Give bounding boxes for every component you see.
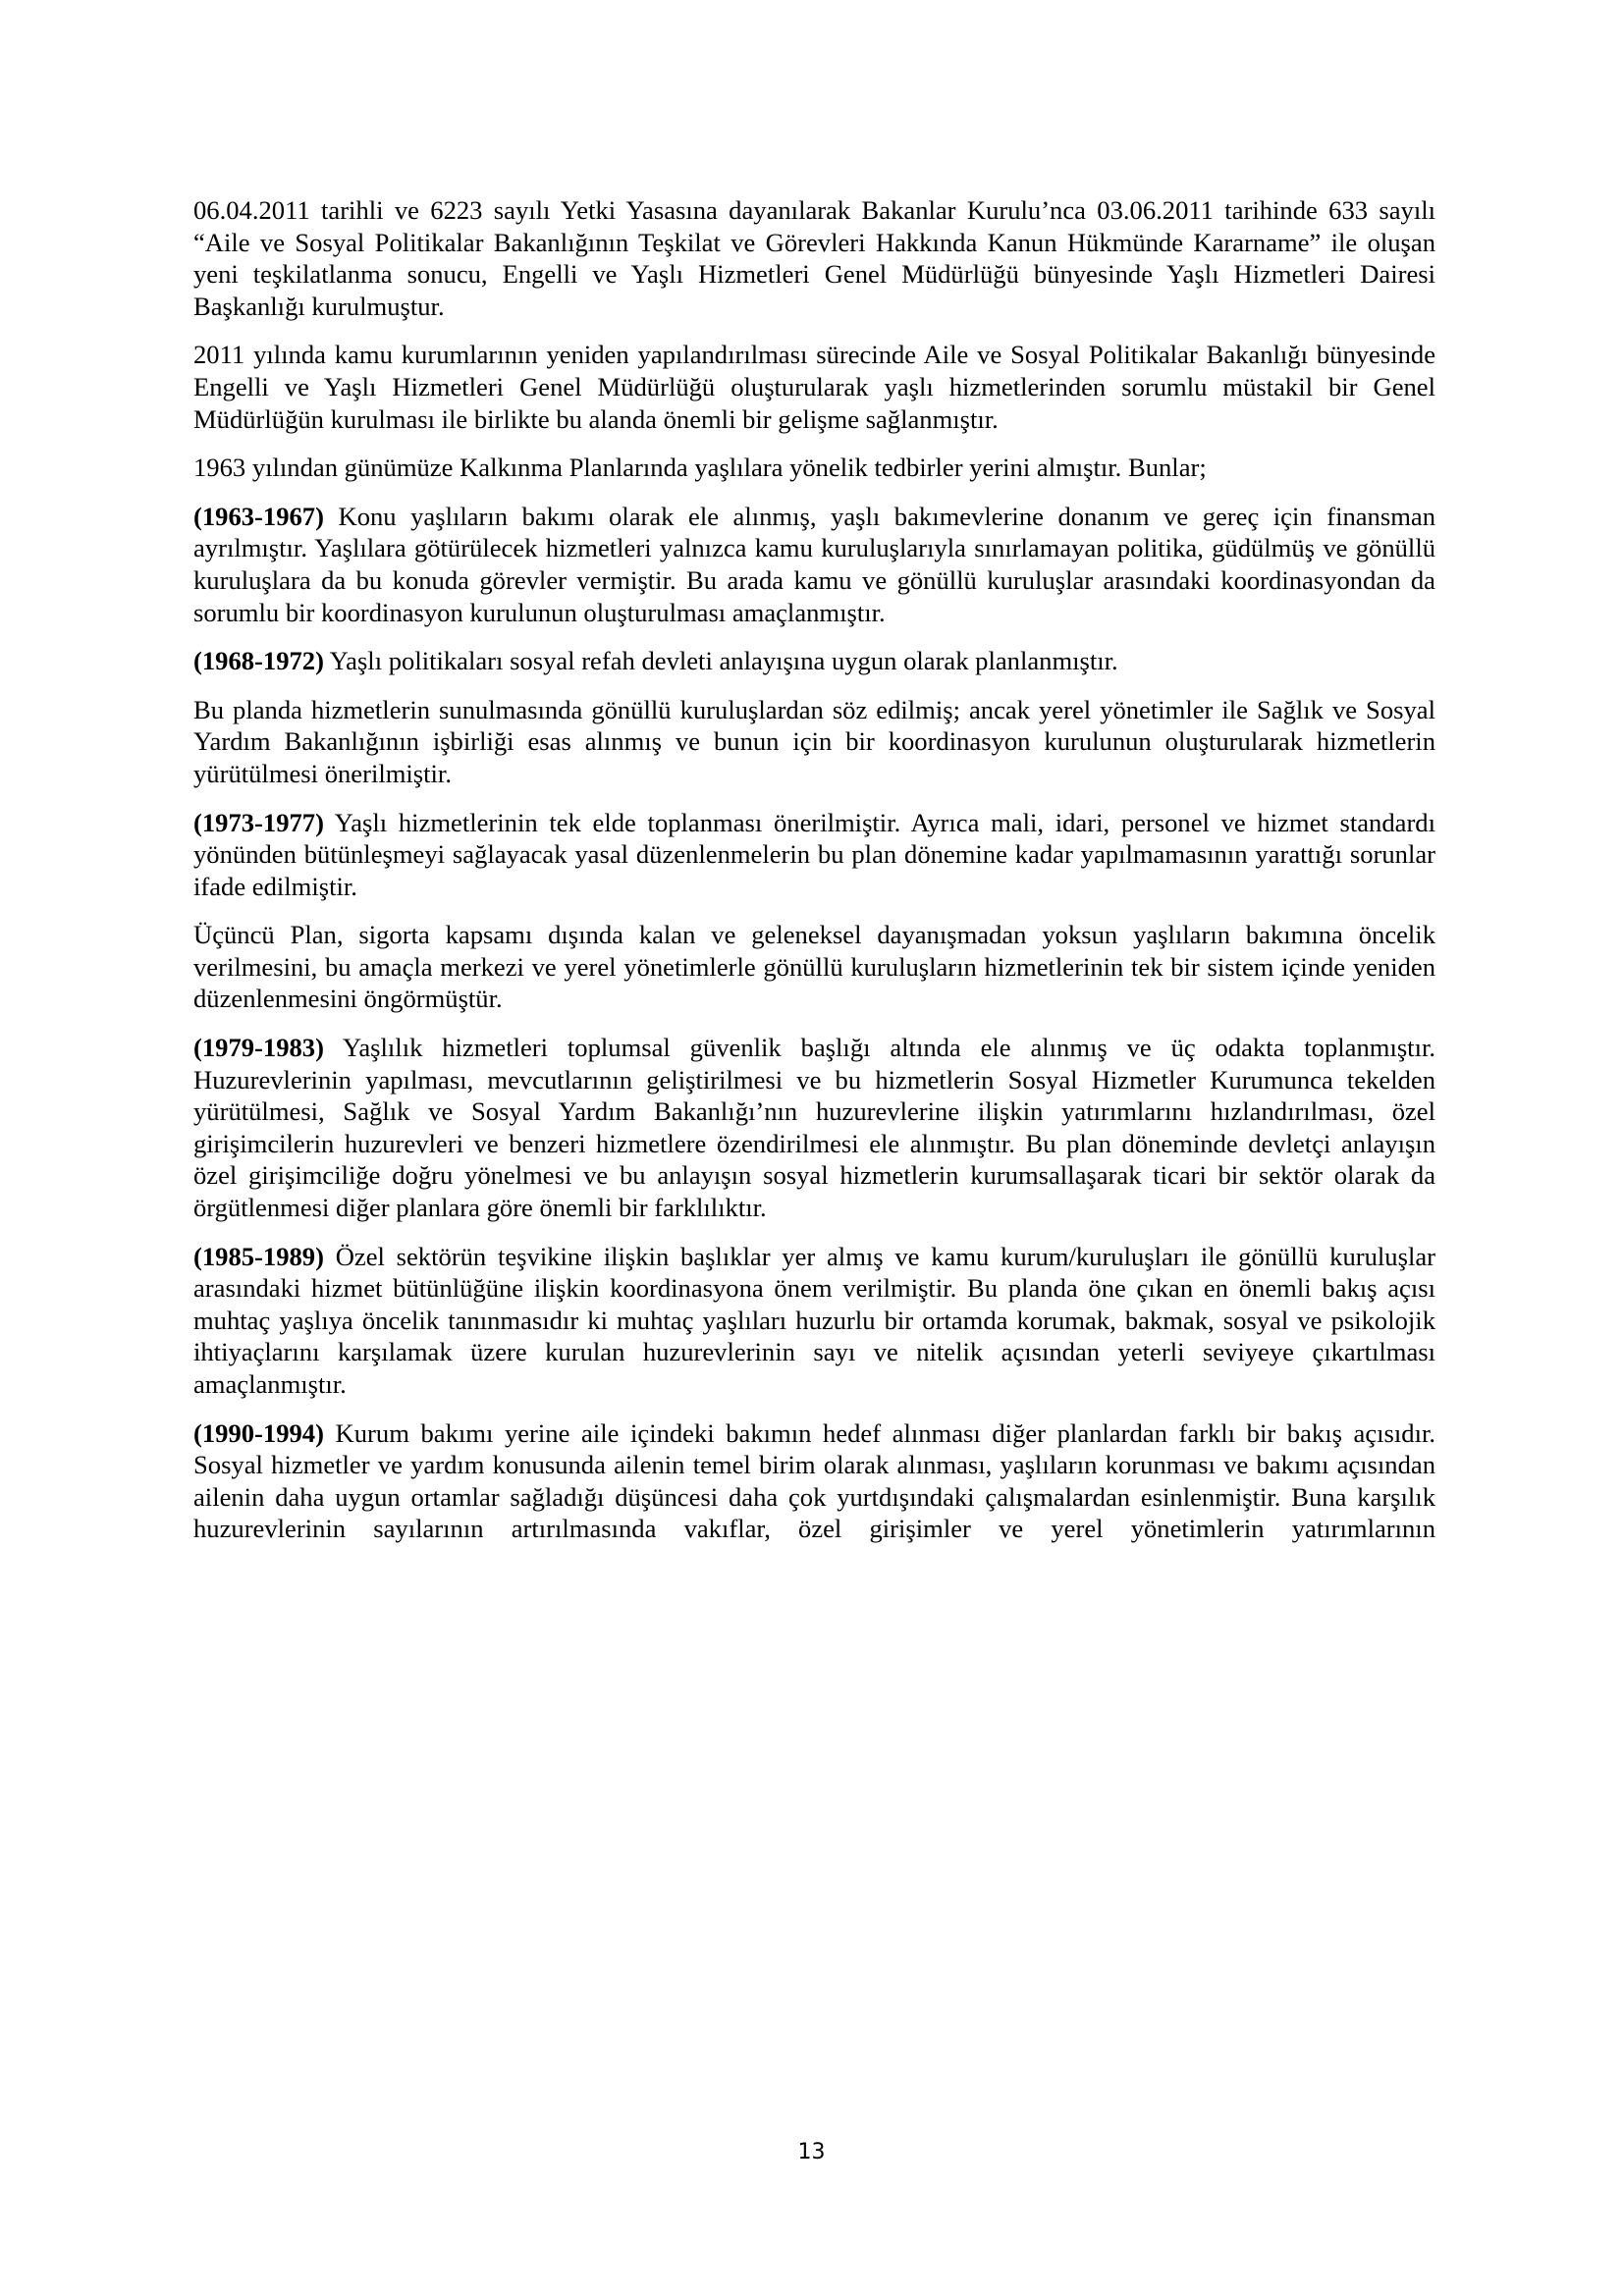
paragraph-text: Üçüncü Plan, sigorta kapsamı dışında kalan ve geleneksel dayanışmadan yoksun yaşlıların bakımına öncelik verilmesini, bu amaçla merkezi ve yerel yönetimlerle gönüllü kuruluşların hizmetlerinin tek bir sistem içinde yeniden düzenlenmesini öngörmüştür. [193,920,1435,1014]
plan-period-label: (1973-1977) [193,807,324,837]
paragraph-text: 1963 yılından günümüze Kalkınma Planlarında yaşlılara yönelik tedbirler yerini almıştır. Bunlar; [193,453,1207,483]
plan-period-label: (1985-1989) [193,1241,324,1271]
paragraph-third-plan [193,919,1435,1015]
paragraph-plan-1968-1972-detail [193,694,1435,790]
paragraph-plan-1963-1967 [193,501,1435,628]
paragraph-development-plans-intro [193,452,1435,484]
plan-period-label: (1968-1972) [193,646,324,676]
paragraph-text: Yaşlı hizmetlerinin tek elde toplanması önerilmiştir. Ayrıca mali, idari, personel ve hizmet standardı yönünden bütünleşmeyi sağlayacak yasal düzenlenmelerin bu plan dönemine kadar yapılmamasının yarattığı sorunlar ifade edilmiştir. [193,807,1435,901]
paragraph-teskilat [193,194,1435,322]
paragraph-text: Yaşlı politikaları sosyal refah devleti anlayışına uygun olarak planlanmıştır. [323,646,1118,676]
paragraph-plan-1990-1994 [193,1417,1435,1545]
paragraph-text: Kurum bakımı yerine aile içindeki bakımın hedef alınması diğer planlardan farklı bir bakış açısıdır. Sosyal hizmetler ve yardım konusunda ailenin temel birim olarak alınması, yaşlıların korunması ve bakımı açısından ailenin daha uygun ortamlar sağladığı düşüncesi daha çok yurtdışındaki çalışmalardan esinlenmiştir. Buna karşılık huzurevlerinin sayılarının artırılmasında vakıflar, özel girişimler ve yerel yönetimlerin yatırımlarının [193,1417,1435,1544]
paragraph-text: 2011 yılında kamu kurumlarının yeniden yapılandırılması sürecinde Aile ve Sosyal Politikalar Bakanlığı bünyesinde Engelli ve Yaşlı Hizmetleri Genel Müdürlüğü oluşturularak yaşlı hizmetlerinden sorumlu müstakil bir Genel Müdürlüğün kurulması ile birlikte bu alanda önemli bir gelişme sağlanmıştır. [193,340,1435,434]
paragraph-plan-1979-1983 [193,1032,1435,1224]
paragraph-plan-1973-1977 [193,807,1435,903]
paragraph-2011-restructuring [193,339,1435,435]
document-page [193,194,1435,1562]
page-number: 13 [797,2140,826,2164]
paragraph-text: Yaşlılık hizmetleri toplumsal güvenlik başlığı altında ele alınmış ve üç odakta toplanmıştır. Huzurevlerinin yapılması, mevcutlarının geliştirilmesi ve bu hizmetlerin Sosyal Hizmetler Kurumunca tekelden yürütülmesi, Sağlık ve Sosyal Yardım Bakanlığı’nın huzurevlerine ilişkin yatırımlarını hızlandırılması, özel girişimcilerin huzurevleri ve benzeri hizmetlere özendirilmesi ele alınmıştır. Bu plan döneminde devletçi anlayışın özel girişimciliğe doğru yönelmesi ve bu anlayışın sosyal hizmetlerin kurumsallaşarak ticari bir sektör olarak da örgütlenmesi diğer planlara göre önemli bir farklılıktır. [193,1033,1435,1223]
plan-period-label: (1963-1967) [193,501,324,531]
paragraph-plan-1968-1972 [193,645,1435,677]
paragraph-plan-1985-1989 [193,1241,1435,1401]
paragraph-text: Konu yaşlıların bakımı olarak ele alınmış, yaşlı bakımevlerine donanım ve gereç için finansman ayrılmıştır. Yaşlılara götürülecek hizmetleri yalnızca kamu kuruluşlarıyla sınırlamayan politika, güdülmüş ve gönüllü kuruluşlara da bu konuda görevler vermiştir. Bu arada kamu ve gönüllü kuruluşlar arasındaki koordinasyondan da sorumlu bir koordinasyon kurulunun oluşturulması amaçlanmıştır. [193,501,1435,627]
paragraph-text: Özel sektörün teşvikine ilişkin başlıklar yer almış ve kamu kurum/kuruluşları ile gönüllü kuruluşlar arasındaki hizmet bütünlüğüne ilişkin koordinasyona önem verilmiştir. Bu planda öne çıkan en önemli bakış açısı muhtaç yaşlıya öncelik tanınmasıdır ki muhtaç yaşlıları huzurlu bir ortamda korumak, bakmak, sosyal ve psikolojik ihtiyaçlarını karşılamak üzere kurulan huzurevlerinin sayı ve nitelik açısından yeterli seviyeye çıkartılması amaçlanmıştır. [193,1241,1435,1399]
plan-period-label: (1990-1994) [193,1417,324,1448]
paragraph-text: 06.04.2011 tarihli ve 6223 sayılı Yetki Yasasına dayanılarak Bakanlar Kurulu’nca 03.06.2011 tarihinde 633 sayılı “Aile ve Sosyal Politikalar Bakanlığının Teşkilat ve Görevleri Hakkında Kanun Hükmünde Kararname” ile oluşan yeni teşkilatlanma sonucu, Engelli ve Yaşlı Hizmetleri Genel Müdürlüğü bünyesinde Yaşlı Hizmetleri Dairesi Başkanlığı kurulmuştur. [193,195,1435,321]
paragraph-text: Bu planda hizmetlerin sunulmasında gönüllü kuruluşlardan söz edilmiş; ancak yerel yönetimler ile Sağlık ve Sosyal Yardım Bakanlığının işbirliği esas alınmış ve bunun için bir koordinasyon kurulunun oluşturularak hizmetlerin yürütülmesi önerilmiştir. [193,694,1435,788]
plan-period-label: (1979-1983) [193,1033,324,1063]
